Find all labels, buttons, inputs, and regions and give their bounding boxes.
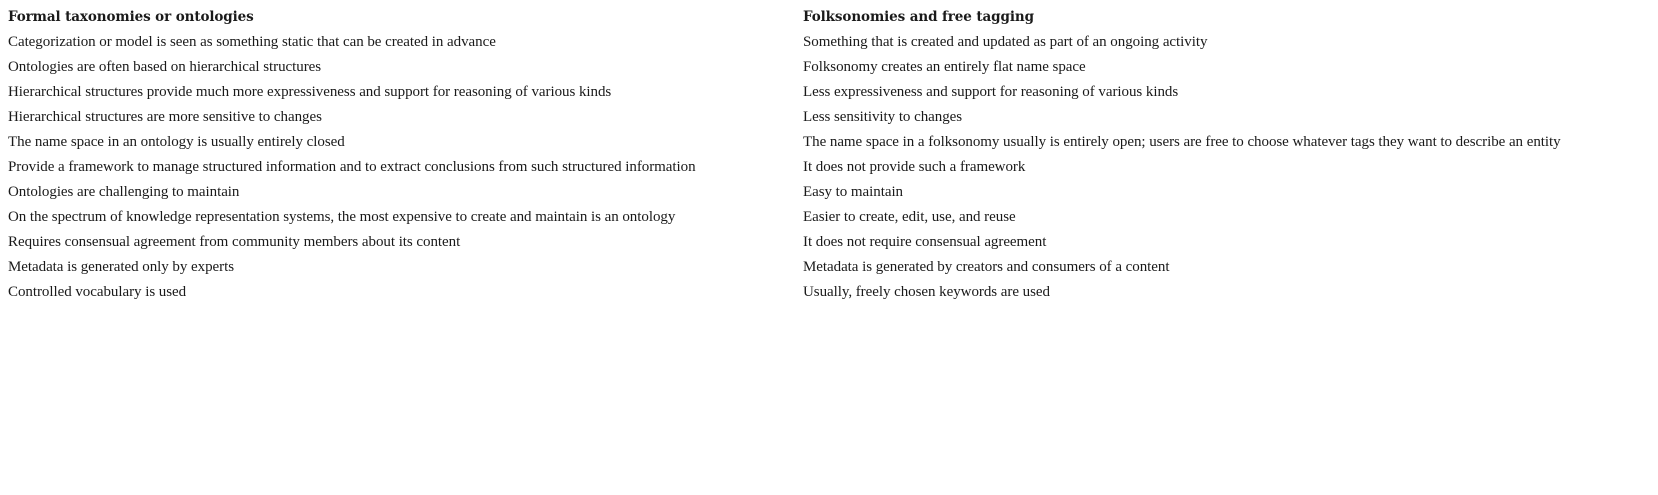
formal-cell: Categorization or model is seen as something static that can be created in advance: [8, 34, 496, 50]
formal-cell: Ontologies are challenging to maintain: [8, 184, 240, 200]
folksonomy-cell: Easier to create, edit, use, and reuse: [803, 209, 1016, 225]
folksonomy-cell: Metadata is generated by creators and consumers of a content: [803, 259, 1170, 275]
table-row: [4, 30, 1654, 55]
table-row: [4, 255, 1654, 280]
folksonomy-cell: It does not provide such a framework: [803, 159, 1026, 175]
folksonomy-cell: The name space in a folksonomy usually is entirely open; users are free to choose whatever tags they want to describe an entity: [803, 134, 1561, 150]
table-row: [4, 155, 1654, 180]
table-row: [4, 205, 1654, 230]
comparison-table: [4, 5, 1654, 305]
table-row: [4, 105, 1654, 130]
formal-cell: The name space in an ontology is usually entirely closed: [8, 134, 345, 150]
table-row: [4, 80, 1654, 105]
table-row: [4, 230, 1654, 255]
header-row: [4, 5, 1654, 30]
table-row: [4, 130, 1654, 155]
folksonomy-cell: Less sensitivity to changes: [803, 109, 963, 125]
formal-cell: Metadata is generated only by experts: [8, 259, 234, 275]
folksonomy-cell: Usually, freely chosen keywords are used: [803, 284, 1050, 300]
formal-cell: Controlled vocabulary is used: [8, 284, 187, 300]
formal-cell: On the spectrum of knowledge representation systems, the most expensive to create and maintain is an ontology: [8, 209, 676, 225]
table-row: [4, 55, 1654, 80]
folksonomy-cell: Something that is created and updated as part of an ongoing activity: [803, 34, 1208, 50]
table-row: [4, 280, 1654, 305]
formal-cell: Requires consensual agreement from community members about its content: [8, 234, 461, 250]
folksonomy-cell: It does not require consensual agreement: [803, 234, 1047, 250]
folksonomy-cell: Easy to maintain: [803, 184, 904, 200]
folksonomy-cell: Less expressiveness and support for reasoning of various kinds: [803, 84, 1179, 100]
formal-cell: Hierarchical structures provide much more expressiveness and support for reasoning of various kinds: [8, 84, 612, 100]
folksonomy-cell: Folksonomy creates an entirely flat name space: [803, 59, 1086, 75]
formal-cell: Provide a framework to manage structured information and to extract conclusions from such structured information: [8, 159, 696, 175]
table-row: [4, 180, 1654, 205]
formal-cell: Ontologies are often based on hierarchical structures: [8, 59, 322, 75]
formal-cell: Hierarchical structures are more sensitive to changes: [8, 109, 322, 125]
header-folksonomies: Folksonomies and free tagging: [803, 9, 1034, 25]
header-formal-taxonomies: Formal taxonomies or ontologies: [8, 9, 254, 25]
